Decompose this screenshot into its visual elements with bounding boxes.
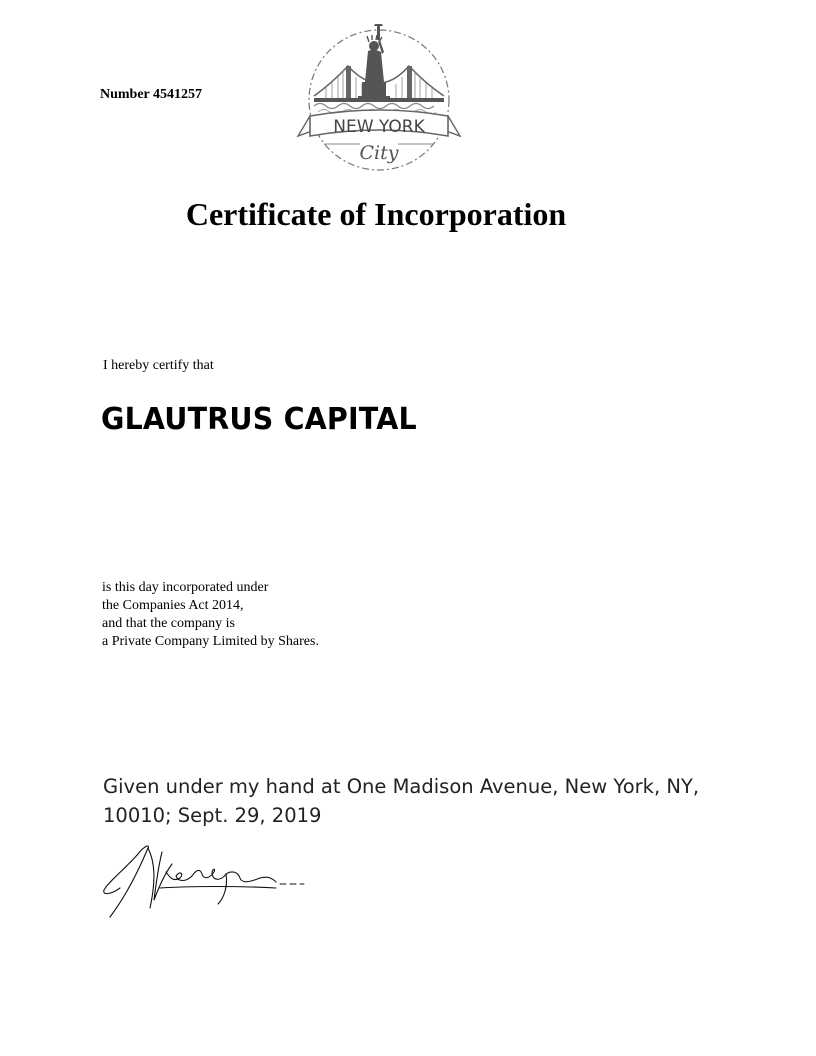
company-name [101,402,433,437]
incorporation-statement [102,579,319,651]
seal-new-york-text: NEW YORK [333,117,425,137]
seal-city-text: City [359,142,399,164]
handwritten-signature [100,842,310,922]
given-line: Given under my hand at One Madison Avenue, New York, NY, [103,775,700,798]
certificate-number: Number 4541257 [100,87,203,102]
new-york-city-seal-logo [296,24,462,176]
incorporation-line: and that the company is [102,616,235,631]
certify-line: I hereby certify that [103,358,214,373]
incorporation-line: is this day incorporated under [102,580,269,595]
given-line: 10010; Sept. 29, 2019 [103,804,322,827]
company-name-text: GLAUTRUS CAPITAL [101,402,417,437]
incorporation-line: a Private Company Limited by Shares. [102,634,319,649]
given-under-hand-statement [103,772,743,830]
certificate-title: Certificate of Incorporation [185,196,567,232]
incorporation-line: the Companies Act 2014, [102,598,244,613]
